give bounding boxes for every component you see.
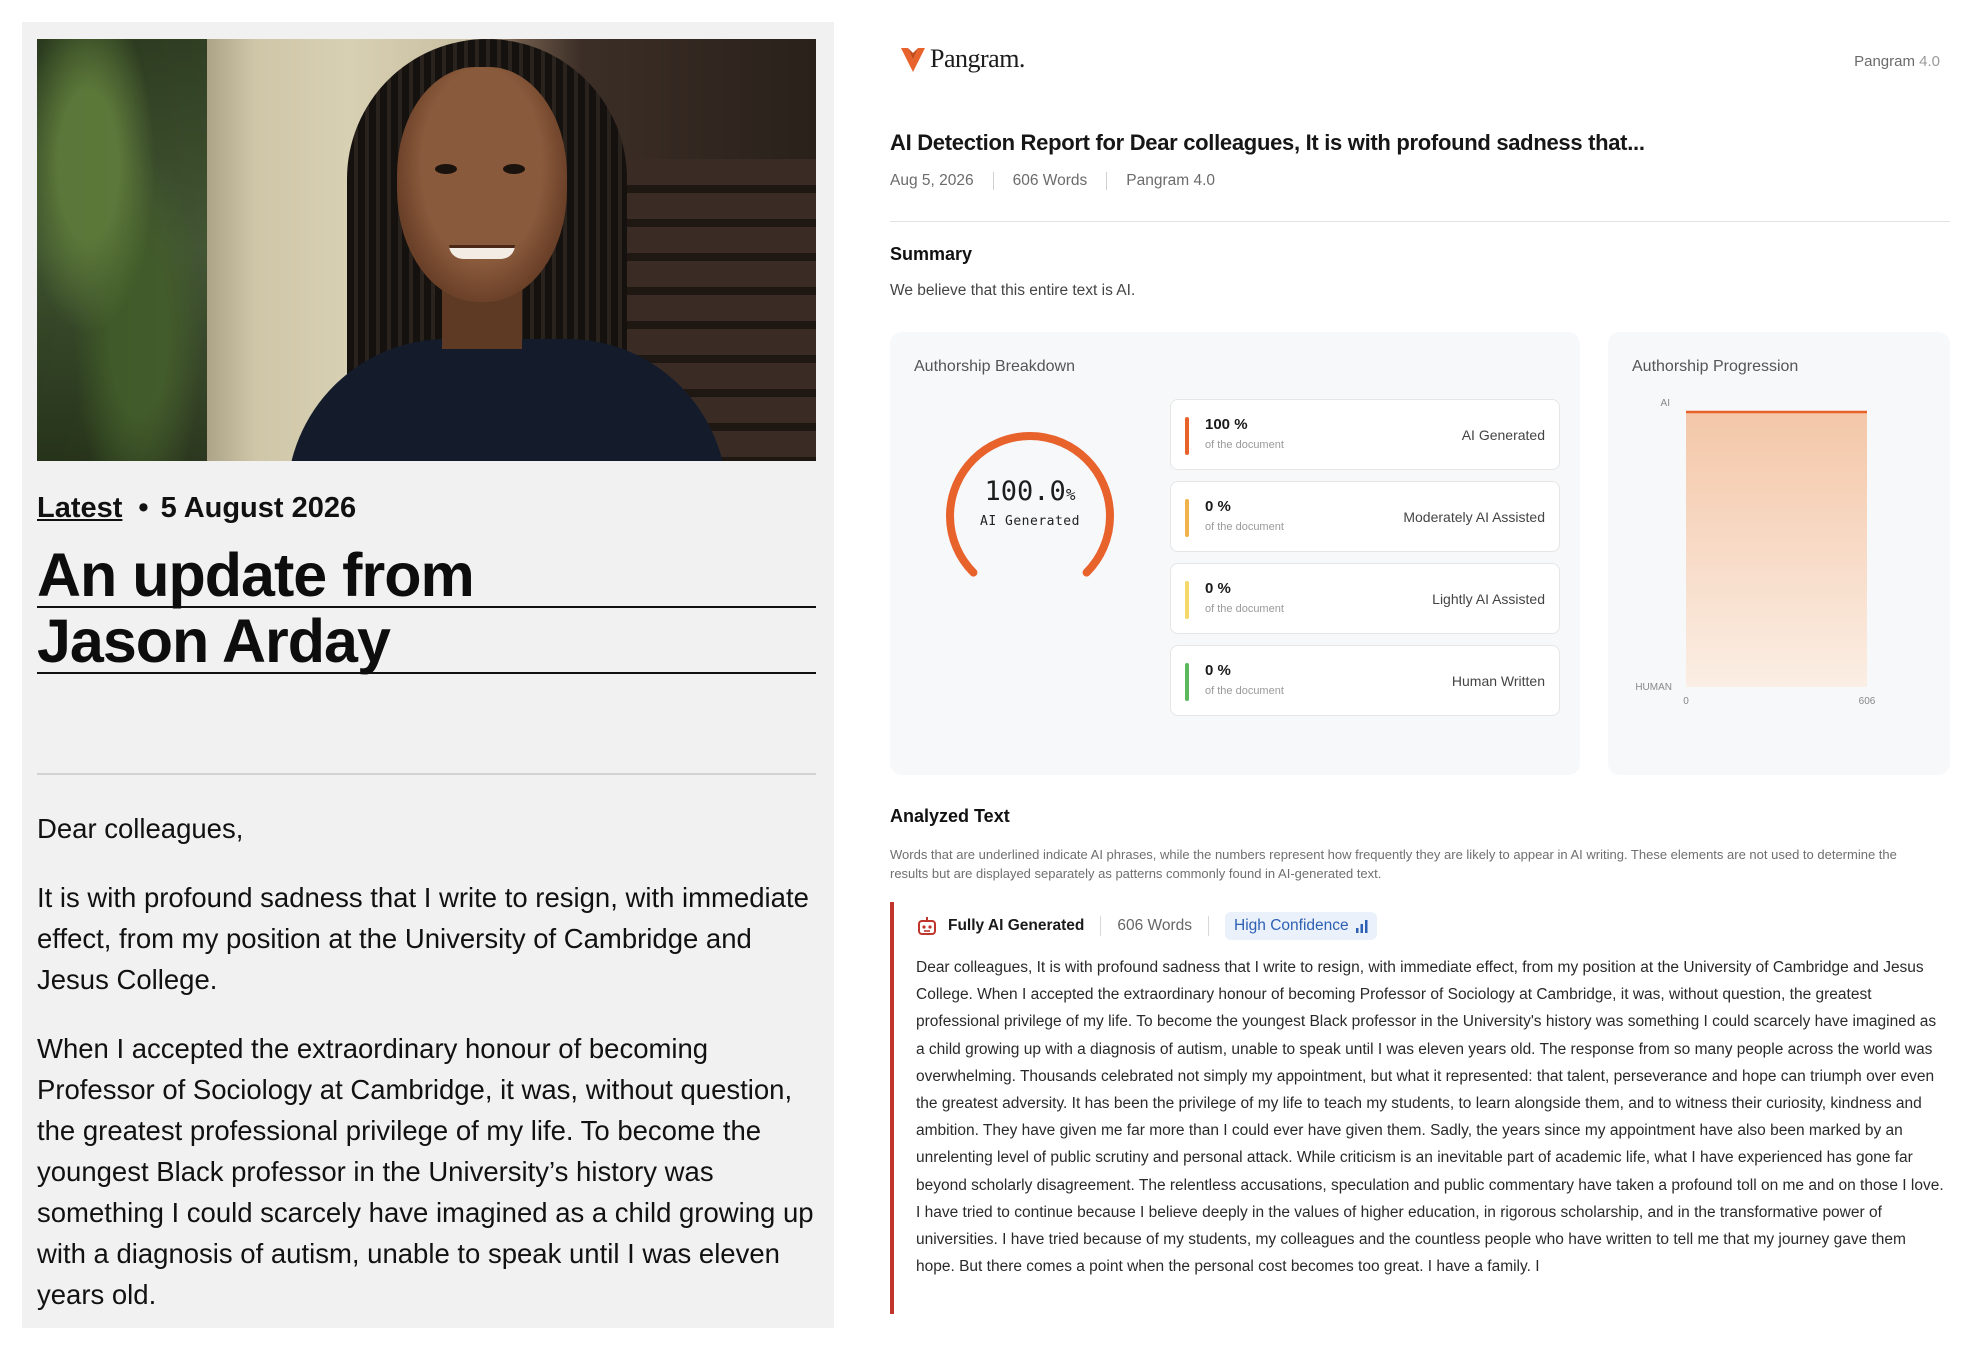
- paragraph: When I accepted the extraordinary honour of becoming Professor of Sociology at Cambridge, it was, without question, the greatest professional privilege of my life. To become the youngest Black professor in the University’s history was something I could scarcely have imagined as a child growing up with a diagnosis of autism, unable to speak until I was eleven years old.: [37, 1033, 814, 1310]
- headline-line-1: An update from: [37, 542, 816, 608]
- gauge-percent-sign: %: [1065, 485, 1076, 504]
- article-date: 5 August 2026: [160, 492, 357, 524]
- summary-text: We believe that this entire text is AI.: [890, 282, 1136, 299]
- version-label: Pangram: [1854, 53, 1915, 70]
- analyzed-text-content: Dear colleagues, It is with profound sadness that I write to resign, with immediate effect, from my position at the University of Cambridge and Jesus College. When I accepted the extraordinary honour of becoming Professor of Sociology at Cambridge, it was, without question, the greatest professional privilege of my life. To become the youngest Black professor in the University's history was something I could scarcely have imagined as a child growing up with a diagnosis of autism, unable to speak until I was eleven years old. The response from so many people across the world was overwhelming. Thousands celebrated not simply my appointment, but what it represented: that talent, perseverance and hope can triumph over even the greatest adversity. It has been the privilege of my life to teach my students, to learn alongside them, and to witness their curiosity, kindness and ambition. They have given me far more than I could ever have given them. Sadly, the years since my appointment have also been marked by an unrelenting level of public scrutiny and personal attack. While criticism is an inevitable part of academic life, what I have experienced has gone far beyond scholarly disagreement. The relentless accusations, speculation and public commentary have taken a profound toll on me and on those I love. I have tried to continue because I believe deeply in the values of higher education, in rigorous scholarship, and in the transformative power of universities. I have tried because of my students, my colleagues and the countless people who have written to tell me that my journey gave them hope. But there comes a point when the personal cost becomes too great. I have a family. I: [916, 959, 1944, 1276]
- report-word-count: 606 Words: [1012, 172, 1088, 189]
- report-date: Aug 5, 2026: [890, 172, 974, 189]
- category-moderately-ai-assisted[interactable]: [1170, 481, 1560, 552]
- category-percent: 100 %: [1205, 416, 1248, 433]
- y-label-human: HUMAN: [1635, 682, 1672, 693]
- category-percent: 0 %: [1205, 662, 1231, 679]
- article-divider: [37, 773, 816, 775]
- category-human-written[interactable]: [1170, 645, 1560, 716]
- category-ai-generated[interactable]: [1170, 399, 1560, 470]
- result-label: Fully AI Generated: [948, 917, 1085, 934]
- detection-report: [890, 0, 1972, 1348]
- robot-icon: [916, 915, 938, 937]
- brand-logo[interactable]: [900, 44, 1025, 74]
- meta-separator: [1106, 172, 1107, 190]
- author-photo: [37, 39, 816, 461]
- pangram-logo-icon: [900, 44, 926, 74]
- analysis-result-block: [890, 902, 1960, 1314]
- meta-separator: [993, 172, 994, 190]
- result-word-count: 606 Words: [1117, 917, 1193, 934]
- category-lightly-ai-assisted[interactable]: [1170, 563, 1560, 634]
- progression-title: Authorship Progression: [1632, 358, 1799, 375]
- analyzed-text-note: Words that are underlined indicate AI phrases, while the numbers represent how frequently they are likely to appear in AI writing. These elements are not used to determine the results but are displayed separately as patterns commonly found in AI-generated text.: [890, 847, 1897, 881]
- breakdown-title: Authorship Breakdown: [914, 358, 1075, 375]
- bullet-separator: •: [138, 492, 149, 524]
- article-body: [37, 808, 822, 1343]
- x-label-end: 606: [1858, 696, 1876, 707]
- gauge-number: 100.0: [984, 476, 1066, 507]
- article-headline: [37, 542, 816, 674]
- paragraph: It is with profound sadness that I write to resign, with immediate effect, from my position at the University of Cambridge and Jesus College.: [37, 882, 809, 995]
- version-number: 4.0: [1919, 53, 1940, 70]
- gauge-value: [940, 476, 1120, 507]
- category-sub: of the document: [1205, 439, 1284, 451]
- category-label: Moderately AI Assisted: [1403, 509, 1545, 525]
- category-sub: of the document: [1205, 603, 1284, 615]
- headline-line-2: Jason Arday: [37, 608, 816, 674]
- category-color-bar: [1185, 581, 1189, 619]
- report-meta: [890, 172, 1215, 190]
- brand-name: Pangram.: [930, 44, 1025, 73]
- version-indicator: [1854, 53, 1940, 70]
- header-separator: [1208, 916, 1209, 936]
- progression-chart: [1608, 332, 1950, 775]
- result-header: [916, 910, 1377, 942]
- report-title: AI Detection Report for Dear colleagues, It is with profound sadness that...: [890, 130, 1645, 155]
- article-panel: [22, 22, 834, 1328]
- category-percent: 0 %: [1205, 580, 1231, 597]
- confidence-badge: [1225, 912, 1377, 940]
- analyzed-text-heading: Analyzed Text: [890, 806, 1010, 826]
- gauge-label: AI Generated: [980, 514, 1080, 529]
- report-model: Pangram 4.0: [1126, 172, 1216, 189]
- authorship-progression-card: [1608, 332, 1950, 775]
- category-color-bar: [1185, 663, 1189, 701]
- category-link[interactable]: Latest: [37, 492, 123, 524]
- category-label: AI Generated: [1461, 427, 1545, 443]
- category-color-bar: [1185, 417, 1189, 455]
- progression-area: [1686, 412, 1867, 687]
- article-meta: [37, 492, 356, 525]
- authorship-breakdown-card: [890, 332, 1580, 775]
- header-separator: [1100, 916, 1101, 936]
- confidence-label: High Confidence: [1234, 917, 1349, 934]
- category-sub: of the document: [1205, 521, 1284, 533]
- signal-bars-icon: [1356, 920, 1368, 933]
- paragraph: Dear colleagues,: [37, 813, 244, 844]
- header-divider: [890, 221, 1950, 222]
- category-sub: of the document: [1205, 685, 1284, 697]
- category-color-bar: [1185, 499, 1189, 537]
- x-label-start: 0: [1683, 696, 1689, 707]
- category-label: Lightly AI Assisted: [1432, 591, 1545, 607]
- summary-heading: Summary: [890, 244, 973, 264]
- category-label: Human Written: [1451, 673, 1545, 689]
- y-label-ai: AI: [1660, 398, 1670, 409]
- category-percent: 0 %: [1205, 498, 1231, 515]
